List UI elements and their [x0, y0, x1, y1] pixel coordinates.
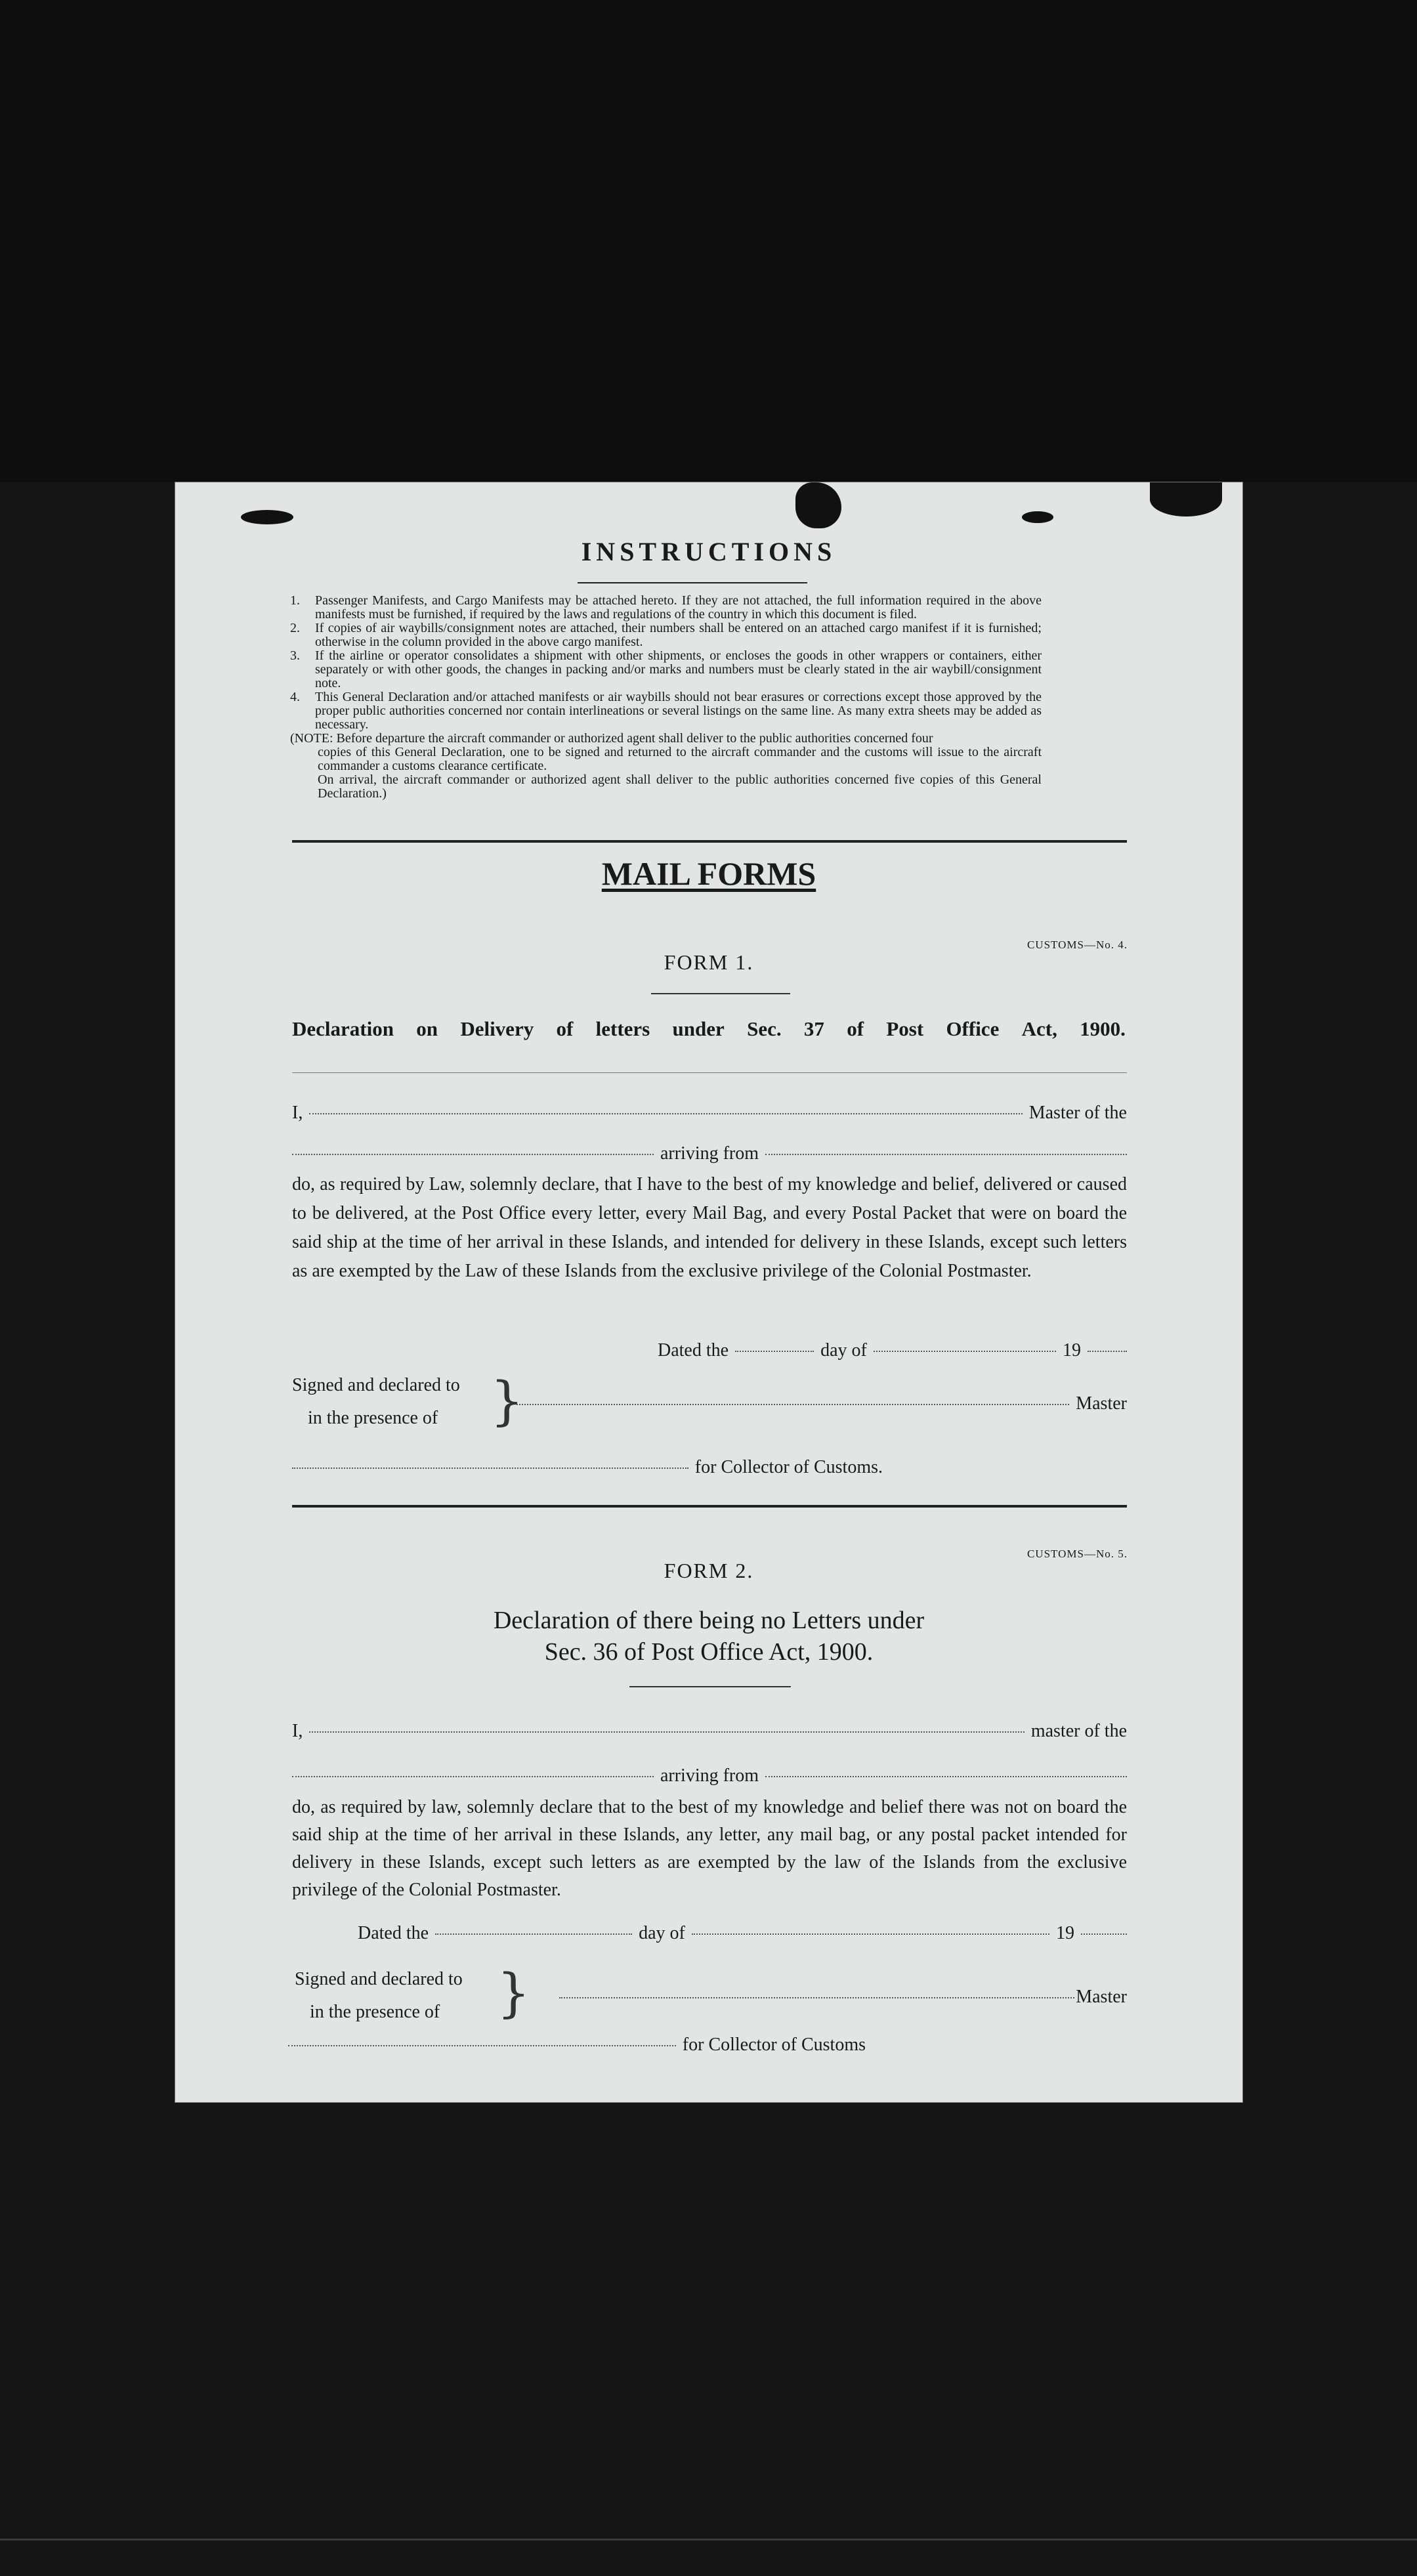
heading-word: of — [556, 1017, 574, 1040]
line-suffix: master of the — [1030, 1721, 1127, 1741]
year-field[interactable] — [1088, 1350, 1127, 1352]
note-continuation: copies of this General Declaration, one to be signed and returned to the aircraft commander and the customs will issue to the aircraft commander a customs clearance certificate. — [318, 745, 1042, 773]
instruction-item — [290, 594, 1042, 622]
master-signature-field[interactable] — [517, 1403, 1069, 1405]
form1-master-line — [292, 1103, 1127, 1124]
note-arrival: On arrival, the aircraft commander or authorized agent shall deliver to the public authorities concerned five copies of this General Declaration.) — [318, 772, 1042, 801]
ink-blot — [1022, 511, 1053, 523]
heading-word: under — [672, 1017, 725, 1040]
form-divider — [292, 1505, 1127, 1508]
section-divider — [292, 840, 1127, 843]
form1-paragraph: do, as required by Law, solemnly declare, that I have to the best of my knowledge and belief, delivered or caused to be delivered, at the Post Office every letter, every Mail Bag, and every Postal Packet that were on board the said ship at the time of her arrival in these Islands, and intended for delivery in these Islands, except such letters as are exempted by the Law of these Islands from the exclusive privilege of the Colonial Postmaster. — [292, 1174, 1127, 1281]
form1-arriving-line — [292, 1143, 1127, 1164]
line-prefix: I, — [292, 1721, 303, 1741]
instructions-title-rule — [578, 582, 807, 583]
form1-customs-number: CUSTOMS—No. 4. — [1026, 939, 1128, 951]
mail-forms-title: MAIL FORMS — [601, 855, 816, 892]
form1-label-rule — [651, 993, 790, 994]
ink-blot — [1150, 482, 1222, 517]
instruction-number: 4. — [290, 690, 300, 704]
note-first-line: (NOTE: Before departure the aircraft commander or authorized agent shall deliver to the public authorities concerned four — [290, 731, 933, 746]
day-of-label: day of — [639, 1923, 685, 1943]
form1-label: FORM 1. — [664, 950, 754, 974]
form2-dated-line — [358, 1923, 1127, 1944]
collector-signature-field[interactable] — [292, 1467, 688, 1469]
form2-paragraph: do, as required by law, solemnly declare that to the best of my knowledge and belief there was not on board the said ship at the time of her arrival in these Islands, any letter, any mail bag, or any postal packet intended for delivery in these Islands, except such letters as are exempted by the law of the Islands from the exclusive privilege of the Colonial Postmaster. — [292, 1797, 1127, 1900]
month-field[interactable] — [874, 1350, 1056, 1352]
instruction-text: If the airline or operator consolidates a shipment with other shipments, or encloses the goods in other wrappers or containers, either separately or with other goods, the changes in packing and/or marks and numbers must be clearly stated in the air waybill/consignment note. — [315, 648, 1042, 690]
heading-word: Act, — [1021, 1017, 1057, 1040]
heading-word: letters — [595, 1017, 650, 1040]
form2-presence-label: in the presence of — [310, 2002, 440, 2022]
form1-collector-line — [292, 1457, 883, 1478]
heading-word: Post — [886, 1017, 924, 1040]
ship-name-field[interactable] — [292, 1775, 654, 1777]
dated-field[interactable] — [735, 1350, 814, 1352]
instructions-list — [290, 594, 1042, 801]
form1-brace: } — [490, 1370, 524, 1431]
master-label: Master — [1076, 1987, 1127, 2007]
collector-label: for Collector of Customs — [682, 2035, 866, 2055]
form2-brace: } — [497, 1962, 530, 2023]
heading-word: Delivery — [460, 1017, 534, 1040]
form2-customs-number: CUSTOMS—No. 5. — [1026, 1548, 1128, 1560]
heading-word: of — [847, 1017, 864, 1040]
form2-label: FORM 2. — [664, 1559, 754, 1582]
form2-title-rule — [629, 1686, 791, 1687]
ink-blot — [795, 482, 841, 528]
ink-blot — [241, 510, 293, 524]
form1-dated-line — [658, 1340, 1127, 1361]
instruction-item — [290, 649, 1042, 690]
instruction-item — [290, 690, 1042, 732]
form1-heading — [292, 1017, 1126, 1041]
instruction-text: If copies of air waybills/consignment notes are attached, their numbers shall be entered on an attached cargo manifest if it is furnished; otherwise in the column provided in the above cargo manifest. — [315, 621, 1042, 649]
collector-signature-field[interactable] — [288, 2044, 676, 2046]
instruction-number: 1. — [290, 593, 300, 608]
heading-word: Sec. — [747, 1017, 782, 1040]
arriving-from-field[interactable] — [765, 1153, 1127, 1155]
heading-word: Office — [946, 1017, 1000, 1040]
scan-top-band — [0, 0, 1417, 482]
line-prefix: I, — [292, 1103, 303, 1123]
year-field[interactable] — [1081, 1933, 1127, 1935]
form2-title-line1: Declaration of there being no Letters under — [493, 1607, 925, 1634]
instruction-text: Passenger Manifests, and Cargo Manifests may be attached hereto. If they are not attached, the full information required in the above manifests must be furnished, if required by the laws and regulations of the country in which this document is filed. — [315, 593, 1042, 622]
arriving-label: arriving from — [660, 1143, 759, 1164]
year-label: 19 — [1063, 1340, 1081, 1361]
form1-heading-underline — [292, 1072, 1127, 1073]
instructions-note — [290, 732, 1042, 801]
day-of-label: day of — [820, 1340, 867, 1361]
form1-master-signature — [517, 1393, 1127, 1414]
form2-arriving-line — [292, 1765, 1127, 1786]
ship-name-field[interactable] — [292, 1153, 654, 1155]
arriving-from-field[interactable] — [765, 1775, 1127, 1777]
form1-presence-label: in the presence of — [308, 1408, 438, 1428]
heading-word: 37 — [803, 1017, 824, 1040]
form2-signed-label: Signed and declared to — [295, 1969, 463, 1989]
heading-word: 1900. — [1080, 1017, 1126, 1040]
dated-label: Dated the — [658, 1340, 729, 1361]
instructions-title: INSTRUCTIONS — [581, 537, 837, 566]
heading-word: on — [416, 1017, 438, 1040]
instruction-number: 2. — [290, 621, 300, 635]
dated-label: Dated the — [358, 1923, 429, 1943]
form2-title-line2: Sec. 36 of Post Office Act, 1900. — [544, 1638, 874, 1666]
month-field[interactable] — [692, 1933, 1049, 1935]
arriving-label: arriving from — [660, 1765, 759, 1786]
heading-word: Declaration — [292, 1017, 394, 1040]
year-label: 19 — [1056, 1923, 1074, 1943]
master-label: Master — [1076, 1393, 1127, 1414]
form2-collector-line — [288, 2035, 866, 2056]
dated-field[interactable] — [435, 1933, 632, 1935]
form2-master-line — [292, 1721, 1127, 1742]
master-name-field[interactable] — [309, 1731, 1025, 1733]
line-suffix: Master of the — [1028, 1103, 1127, 1123]
form1-signed-label: Signed and declared to — [292, 1375, 460, 1395]
instruction-number: 3. — [290, 648, 300, 663]
instruction-text: This General Declaration and/or attached manifests or air waybills should not bear erasures or corrections except those approved by the proper public authorities concerned nor contain interlineations or several listings on the same line. As many extra sheets may be added as necessary. — [315, 690, 1042, 732]
scan-bottom-edge — [0, 2539, 1417, 2541]
master-name-field[interactable] — [309, 1112, 1022, 1114]
master-signature-field[interactable] — [559, 1996, 1074, 1998]
instruction-item — [290, 622, 1042, 649]
form2-master-signature — [559, 1987, 1127, 2008]
document-page — [175, 482, 1242, 2102]
collector-label: for Collector of Customs. — [694, 1457, 883, 1477]
